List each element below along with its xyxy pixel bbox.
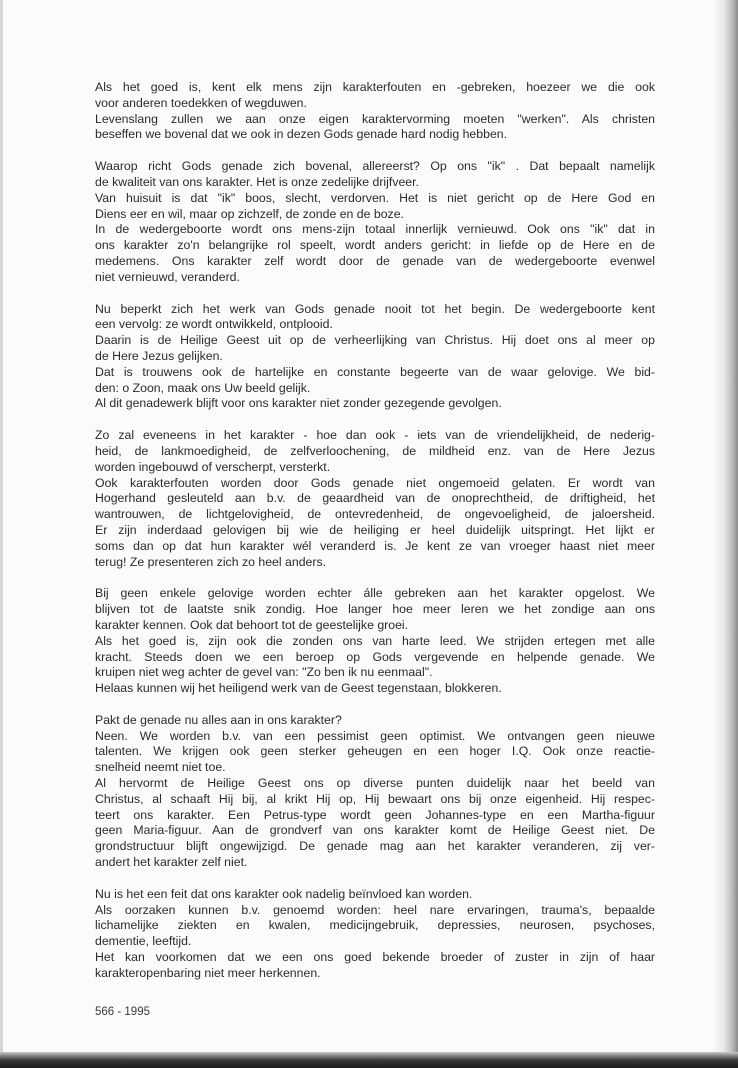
paragraph bbox=[95, 159, 655, 285]
text-line: een vervolg: ze wordt ontwikkeld, ontplooid. bbox=[95, 317, 333, 332]
text-line: soms dan op dat hun karakter wél veranderd is. Je kent ze van vroeger haast niet meer bbox=[95, 538, 655, 553]
text-line: Als het goed is, kent elk mens zijn karakterfouten en -gebreken, hoezeer we die ook bbox=[95, 80, 655, 94]
text-line: Helaas kunnen wij het heiligend werk van de Geest tegenstaan, blokkeren. bbox=[95, 681, 502, 696]
text-line: Zo zal eveneens in het karakter - hoe dan ook - iets van de vriendelijkheid, de nederig- bbox=[95, 428, 655, 443]
text-line: heid, de lankmoedigheid, de zelfverloochening, de mildheid enz. van de Here Jezus bbox=[95, 443, 655, 458]
text-line: teert ons karakter. Een Petrus-type wordt geen Johannes-type en een Martha-figuur bbox=[95, 807, 655, 822]
text-line: Nu beperkt zich het werk van Gods genade nooit tot het begin. De wedergeboorte kent bbox=[95, 301, 655, 316]
text-line: kruipen niet weg achter de gevel van: "Zo ben ik nu eenmaal". bbox=[95, 665, 433, 680]
text-line: medemens. Ons karakter zelf wordt door de genade van de wedergeboorte evenwel bbox=[95, 253, 655, 268]
text-line: Het kan voorkomen dat we een ons goed bekende broeder of zuster in zijn of haar bbox=[95, 950, 655, 965]
text-line: andert het karakter zelf niet. bbox=[95, 855, 248, 870]
paragraph bbox=[95, 302, 655, 413]
text-line: lichamelijke ziekten en kwalen, medicijngebruik, depressies, neurosen, psychoses, bbox=[95, 918, 655, 933]
page-bottom-edge-shadow bbox=[0, 1052, 738, 1068]
text-line: Ook karakterfouten worden door Gods genade niet ongemoeid gelaten. Er wordt van bbox=[95, 475, 655, 490]
text-line: Hogerhand gesleuteld aan b.v. de geaardheid van de onoprechtheid, de driftigheid, het bbox=[95, 491, 655, 506]
text-line: Al hervormt de Heilige Geest ons op diverse punten duidelijk naar het beeld van bbox=[95, 776, 655, 791]
text-line: talenten. We krijgen ook geen sterker geheugen en een hoger I.Q. Ook onze reactie- bbox=[95, 744, 655, 759]
text-line: kracht. Steeds doen we een beroep op Gods vergevende en helpende genade. We bbox=[95, 649, 655, 664]
text-line: Als oorzaken kunnen b.v. genoemd worden: heel nare ervaringen, trauma's, bepaalde bbox=[95, 902, 655, 917]
text-line: dementie, leeftijd. bbox=[95, 934, 192, 949]
page-number: 566 - 1995 bbox=[95, 1006, 150, 1018]
text-line: Als het goed is, zijn ook die zonden ons van harte leed. We strijden ertegen met alle bbox=[95, 633, 655, 648]
text-line: Er zijn inderdaad gelovigen bij wie de heiliging er heel duidelijk uitspringt. Het lijkt er bbox=[95, 522, 655, 537]
text-line: Waarop richt Gods genade zich bovenal, allereerst? Op ons "ik" . Dat bepaalt namelijk bbox=[95, 159, 655, 174]
text-line: de Here Jezus gelijken. bbox=[95, 348, 223, 363]
paragraph bbox=[95, 80, 655, 143]
paragraph bbox=[95, 713, 655, 871]
text-line: de kwaliteit van ons karakter. Het is onze zedelijke drijfveer. bbox=[95, 174, 419, 189]
text-line: Diens eer en wil, maar op zichzelf, de zonde en de boze. bbox=[95, 206, 404, 221]
text-line: terug! Ze presenteren zich zo heel anders. bbox=[95, 554, 327, 569]
text-line: niet vernieuwd, veranderd. bbox=[95, 269, 240, 284]
text-line: Christus, al schaaft Hij bij, al krikt Hij op, Hij bewaart ons bij onze eigenheid. Hij respec- bbox=[95, 791, 655, 806]
text-line: den: o Zoon, maak ons Uw beeld gelijk. bbox=[95, 380, 311, 395]
text-line: Van huisuit is dat "ik" boos, slecht, verdorven. Het is niet gericht op de Here God en bbox=[95, 190, 655, 205]
text-line: wantrouwen, de lichtgelovigheid, de ontevredenheid, de ongevoeligheid, de jaloersheid. bbox=[95, 507, 655, 522]
page-left-edge bbox=[0, 0, 3, 1068]
text-line: blijven tot de laatste snik zondig. Hoe langer hoe meer leren we het zondige aan ons bbox=[95, 602, 655, 617]
text-line: voor anderen toedekken of wegduwen. bbox=[95, 95, 307, 110]
text-line: Dat is trouwens ook de hartelijke en constante begeerte van de waar gelovige. We bid- bbox=[95, 364, 655, 379]
text-line: grondstructuur blijft ongewijzigd. De genade mag aan het karakter veranderen, zij ver- bbox=[95, 839, 655, 854]
page-right-edge-shadow bbox=[712, 0, 738, 1068]
text-line: geen Maria-figuur. Aan de grondverf van ons karakter komt de Heilige Geest niet. De bbox=[95, 823, 655, 838]
article-body bbox=[95, 80, 655, 998]
text-line: karakter kennen. Ook dat behoort tot de geestelijke groei. bbox=[95, 617, 409, 632]
paragraph bbox=[95, 428, 655, 570]
text-line: beseffen we bovenal dat we ook in dezen Gods genade hard nodig hebben. bbox=[95, 127, 508, 142]
text-line: snelheid neemt niet toe. bbox=[95, 760, 226, 775]
text-line: Daarin is de Heilige Geest uit op de verheerlijking van Christus. Hij doet ons al meer op bbox=[95, 333, 655, 348]
paragraph bbox=[95, 887, 655, 982]
text-line: Nu is het een feit dat ons karakter ook nadelig beïnvloed kan worden. bbox=[95, 886, 473, 901]
text-line: Bij geen enkele gelovige worden echter álle gebreken aan het karakter opgelost. We bbox=[95, 586, 655, 601]
text-line: Neen. We worden b.v. van een pessimist geen optimist. We ontvangen geen nieuwe bbox=[95, 728, 655, 743]
text-line: worden ingebouwd of verscherpt, versterkt. bbox=[95, 459, 331, 474]
paragraph bbox=[95, 586, 655, 697]
text-line: Pakt de genade nu alles aan in ons karakter? bbox=[95, 712, 342, 727]
text-line: Levenslang zullen we aan onze eigen karaktervorming moeten "werken". Als christen bbox=[95, 111, 655, 126]
text-line: Al dit genadewerk blijft voor ons karakter niet zonder gezegende gevolgen. bbox=[95, 396, 502, 411]
text-line: ons karakter zo'n belangrijke rol speelt, wordt anders gericht: in liefde op de Here en de bbox=[95, 238, 655, 253]
text-line: In de wedergeboorte wordt ons mens-zijn totaal innerlijk vernieuwd. Ook ons "ik" dat in bbox=[95, 222, 655, 237]
text-line: karakteropenbaring niet meer herkennen. bbox=[95, 965, 321, 980]
